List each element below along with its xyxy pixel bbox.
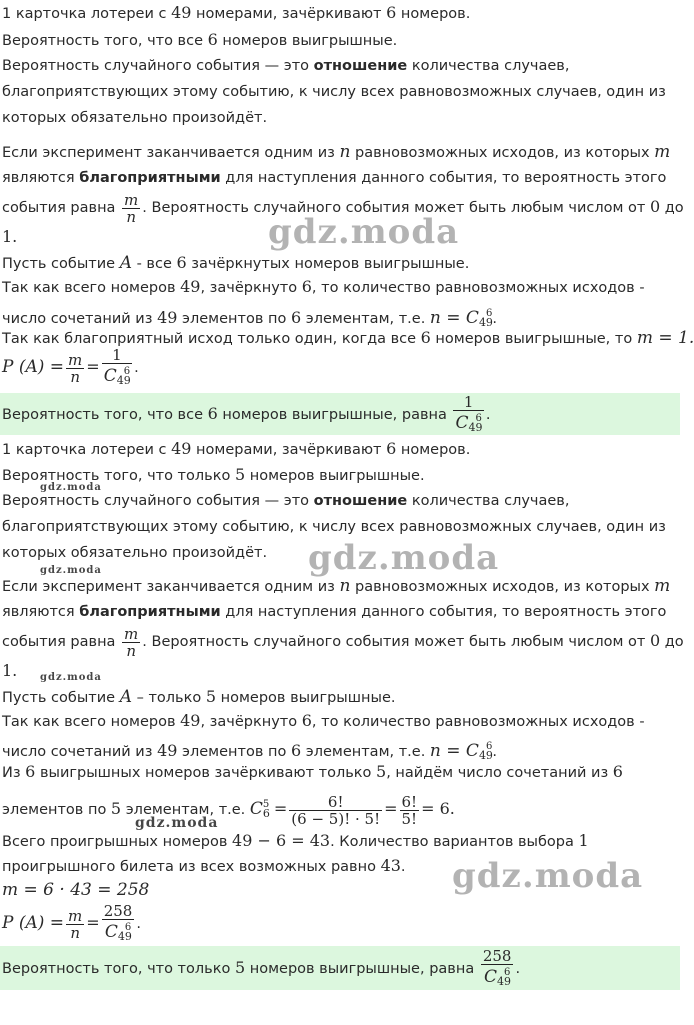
p1-probability-formula: P (A) = $\frac{m}{n}$ = $\frac{1}{C_{49}^6}$ . — [2, 346, 139, 387]
p1-line-9: 1. — [2, 227, 18, 246]
p2-line-12: число сочетаний из 49 элементов по 6 элементам, т.е. $n = C_{49}^6$. — [2, 741, 497, 762]
p1-line-7: являются благоприятными для наступления данного события, то вероятность этого — [2, 170, 667, 186]
p2-line-4: благоприятствующих этому событию, к числу всех равновозможных случаев, один из — [2, 519, 666, 535]
p2-line-11: Так как всего номеров 49, зачёркнуто 6, то количество равновозможных исходов - — [2, 711, 645, 730]
p1-line-6: Если эксперимент заканчивается одним из n равновозможных исходов, из которых m — [2, 142, 671, 162]
p1-line-8: события равна $\frac{m}{n}$ . Вероятность случайного события может быть любым числом от 0 до — [2, 190, 684, 226]
p1-line-1: 1 карточка лотереи с 49 номерами, зачёркивают 6 номеров. — [2, 3, 471, 22]
p2-line-7: являются благоприятными для наступления данного события, то вероятность этого — [2, 604, 667, 620]
p2-line-5: которых обязательно произойдёт. — [2, 545, 268, 561]
p1-line-10: Пусть событие A - все 6 зачёркнутых номеров выигрышные. — [2, 253, 470, 273]
watermark-small: gdz.moda — [40, 565, 102, 576]
watermark-small: gdz.moda — [40, 672, 102, 683]
p1-answer: Вероятность того, что все 6 номеров выигрышные, равна $\frac{1}{C_{49}^6}$ . — [2, 393, 491, 434]
watermark-logo: gdz.moda — [452, 856, 644, 896]
p2-line-16: проигрышного билета из всех возможных равно 43. — [2, 856, 406, 875]
p2-line-10: Пусть событие A – только 5 номеров выигрышные. — [2, 687, 396, 707]
p2-line-13: Из 6 выигрышных номеров зачёркивают только 5, найдём число сочетаний из 6 — [2, 762, 623, 781]
p1-line-2: Вероятность того, что все 6 номеров выигрышные. — [2, 30, 398, 49]
p2-line-6: Если эксперимент заканчивается одним из n равновозможных исходов, из которых m — [2, 576, 671, 596]
watermark-small: gdz.moda — [135, 815, 219, 831]
p2-line-8: события равна $\frac{m}{n}$ . Вероятность случайного события может быть любым числом от 0 до — [2, 624, 684, 660]
p1-line-4: благоприятствующих этому событию, к числу всех равновозможных случаев, один из — [2, 84, 666, 100]
p2-probability-formula: P (A) = $\frac{m}{n}$ = $\frac{258}{C_{49}^6}$ . — [2, 902, 141, 943]
p2-line-1: 1 карточка лотереи с 49 номерами, зачёркивают 6 номеров. — [2, 439, 471, 458]
p2-line-2: Вероятность того, что только 5 номеров выигрышные. — [2, 465, 425, 484]
p2-answer: Вероятность того, что только 5 номеров выигрышные, равна $\frac{258}{C_{49}^6}$ . — [2, 947, 521, 988]
watermark-logo: gdz.moda — [268, 212, 460, 252]
p1-line-12: число сочетаний из 49 элементов по 6 элементам, т.е. $n = C_{49}^6$. — [2, 308, 497, 329]
p2-line-9: 1. — [2, 661, 18, 680]
p2-line-17: m = 6 · 43 = 258 — [2, 880, 150, 900]
watermark-small: gdz.moda — [40, 482, 102, 493]
p1-line-11: Так как всего номеров 49, зачёркнуто 6, то количество равновозможных исходов - — [2, 277, 645, 296]
p1-line-13: Так как благоприятный исход только один, когда все 6 номеров выигрышные, то m = 1. — [2, 328, 694, 348]
p1-line-5: которых обязательно произойдёт. — [2, 110, 268, 126]
p2-line-15: Всего проигрышных номеров 49 − 6 = 43. Количество вариантов выбора 1 — [2, 831, 589, 850]
watermark-logo: gdz.moda — [308, 538, 500, 578]
p2-combination-formula: элементов по 5 элементам, т.е. $C_6^5$ = $\frac{6!}{(6 - 5)! \cdot 5!}$ = $\frac{6!}{5!}$ = 6. — [2, 792, 455, 828]
p2-line-3: Вероятность случайного события — это отношение количества случаев, — [2, 493, 570, 509]
p1-line-3: Вероятность случайного события — это отношение количества случаев, — [2, 58, 570, 74]
